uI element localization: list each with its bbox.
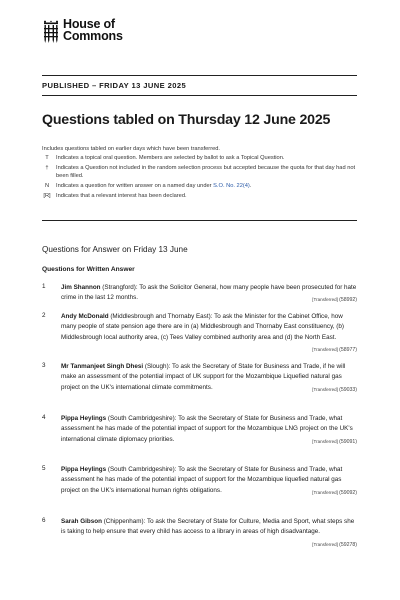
legend-symbol: N [44,182,50,189]
logo-line-1: House of [63,17,115,31]
divider-published [42,95,357,96]
divider-top [42,75,357,76]
section-heading: Questions for Answer on Friday 13 June [42,245,188,254]
constituency: (South Cambridgeshire): [106,415,179,422]
question-text: To ask the Secretary of State for Business and Trade, what assessment he has made of the potential impact of support for the Mozambique liquefied natural gas project on the UK's international human rights obligations. [61,466,343,494]
transferred-label: [Transferred] [312,541,338,547]
constituency: (Middlesbrough and Thornaby East): [108,313,215,320]
house-of-commons-logo [42,19,123,46]
constituency: (Slough): [143,363,173,370]
question-number: 3 [42,362,46,369]
constituency: (South Cambridgeshire): [106,466,179,473]
question-number: 6 [42,517,46,524]
legend-item [42,183,357,191]
divider-section [42,220,357,221]
transferred-label: [Transferred] [312,438,338,444]
question-item [42,414,357,447]
question-item [42,283,357,306]
question-item [42,517,357,550]
constituency: (Strangford): [100,284,140,291]
subheading: Questions for Written Answer [42,266,135,273]
member-name: Pippa Heylings [61,415,107,422]
question-number: 2 [42,312,46,319]
question-number: 4 [42,414,46,421]
question-number: 5 [42,465,46,472]
published-date: PUBLISHED – FRIDAY 13 JUNE 2025 [42,81,187,90]
legend-item [42,193,357,201]
question-id: (58992) [339,297,357,304]
question-reference [312,385,357,395]
member-name: Andy McDonald [61,313,109,320]
question-text: To ask the Secretary of State for Business and Trade, what assessment he has made of the potential impact of support for the Mozambique LNG project on the UK's international climate diplomacy priorities. [61,415,353,443]
legend [42,155,357,201]
question-text: To ask the Minister for the Cabinet Office, how many people of state pension age there are in (a) Middlesbrough and Thornaby East constituency, (b) Middlesbrough local authority area, (c) Tees Valley combined authority area and (d) the North East. [61,313,344,341]
question-reference [312,437,357,447]
question-reference [312,540,357,550]
legend-text: Indicates that a relevant interest has been declared. [56,193,187,200]
legend-symbol: † [45,165,49,172]
legend-item [42,165,357,180]
member-name: Pippa Heylings [61,466,107,473]
legend-symbol: T [45,155,49,161]
logo-wordmark [63,19,123,42]
legend-text: Indicates a Question not included in the random selection process but accepted because the quota for that day had not been filled. [56,165,356,179]
question-item [42,362,357,395]
legend-item [42,155,357,163]
transferred-label: [Transferred] [312,346,338,352]
question-id: (59092) [339,489,357,496]
question-item [42,465,357,498]
question-id: (59278) [339,541,357,548]
transferred-label: [Transferred] [312,297,338,303]
question-number: 1 [42,283,46,290]
page-title: Questions tabled on Thursday 12 June 2025 [42,112,331,128]
question-text: To ask the Secretary of State for Business and Trade, if he will make an assessment of the potential impact of UK support for the Mozambique Liquefied natural gas project on the UK's international climate commitments. [61,363,346,391]
question-id: (59033) [339,386,357,393]
question-text: To ask the Secretary of State for Culture, Media and Sport, what steps she is taking to help ensure that every child has access to a library in areas of high disadvantage. [61,518,355,536]
question-id: (58977) [339,346,357,353]
member-name: Jim Shannon [61,284,101,291]
legend-text: Indicates a question for written answer on a named day under [56,182,214,189]
standing-order-link[interactable]: S.O. No. 22(4) [213,182,250,189]
member-name: Sarah Gibson [61,518,102,525]
transferred-label: [Transferred] [312,386,338,392]
portcullis-icon [42,20,60,46]
legend-symbol: [R] [43,193,51,200]
transferred-label: [Transferred] [312,489,338,495]
question-reference [312,295,357,305]
question-reference [312,488,357,498]
question-reference [312,345,357,355]
legend-text-end: . [249,182,252,189]
question-item [42,312,357,355]
member-name: Mr Tanmanjeet Singh Dhesi [61,363,144,370]
question-text: To ask the Solicitor General, how many people have been prosecuted for hate crime in the last 12 months. [61,284,357,302]
constituency: (Chippenham): [101,518,147,525]
legend-text: Indicates a topical oral question. Members are selected by ballot to ask a Topical Question. [56,155,285,161]
logo-line-2: Commons [63,28,123,43]
question-id: (59091) [339,438,357,445]
intro-text: Includes questions tabled on earlier days which have been transferred. [42,146,221,152]
